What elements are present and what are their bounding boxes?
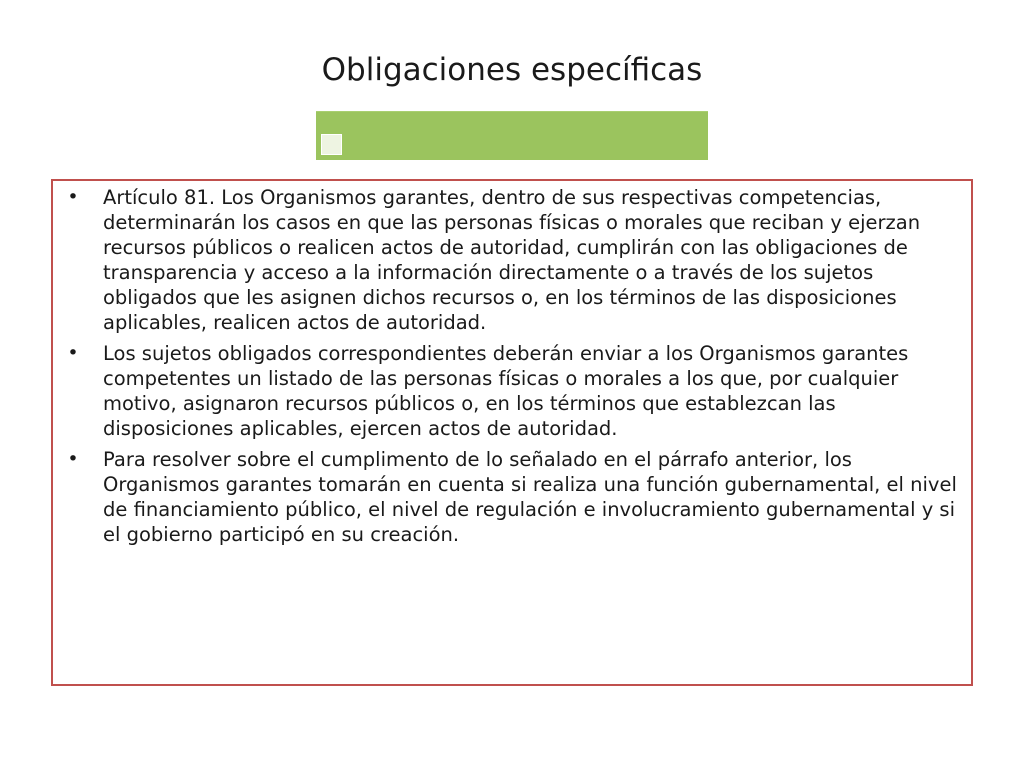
content-box xyxy=(51,179,973,686)
title-banner xyxy=(316,111,708,160)
bullet-dot-icon: • xyxy=(67,448,79,470)
bullet-text: Artículo 81. Los Organismos garantes, dentro de sus respectivas competencias, determinarán los casos en que las personas físicas o morales que reciban y ejerzan recursos públicos o realicen actos de autoridad, cumplirán con las obligaciones de transparencia y acceso a la información directamente o a través de los sujetos obligados que les asignen dichos recursos o, en los términos de las disposiciones aplicables, realicen actos de autoridad. xyxy=(103,186,921,334)
banner-square-icon xyxy=(321,134,342,155)
bullet-item xyxy=(53,447,971,547)
bullet-dot-icon: • xyxy=(67,186,79,208)
bullet-text: Para resolver sobre el cumplimento de lo señalado en el párrafo anterior, los Organismos garantes tomarán en cuenta si realiza una función gubernamental, el nivel de financiamiento público, el nivel de regulación e involucramiento gubernamental y si el gobierno participó en su creación. xyxy=(103,448,957,546)
bullet-text: Los sujetos obligados correspondientes deberán enviar a los Organismos garantes competentes un listado de las personas físicas o morales a los que, por cualquier motivo, asignaron recursos públicos o, en los términos que establezcan las disposiciones aplicables, ejercen actos de autoridad. xyxy=(103,342,909,440)
bullet-item xyxy=(53,185,971,335)
bullet-dot-icon: • xyxy=(67,342,79,364)
bullet-item xyxy=(53,341,971,441)
slide-title: Obligaciones específicas xyxy=(321,52,703,88)
bullet-list xyxy=(53,185,971,553)
